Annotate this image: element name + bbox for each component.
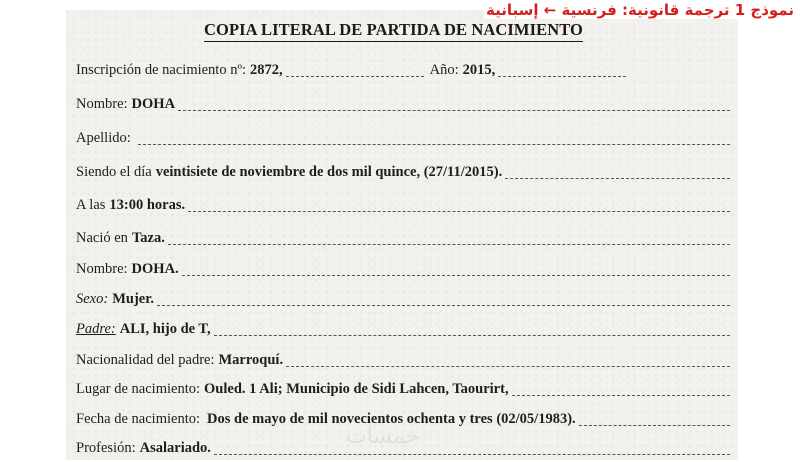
row-label: Padre:: [76, 321, 116, 337]
dotted-leader: [498, 76, 626, 77]
row-sexo: [76, 291, 730, 313]
row-value: Asalariado.: [139, 440, 211, 456]
row-nombre: [76, 96, 730, 118]
dotted-leader: [579, 425, 730, 426]
row-label-year: Año:: [429, 62, 459, 78]
row-nombre-2: [76, 261, 730, 283]
row-hora: [76, 197, 730, 219]
row-label: Fecha de nacimiento:: [76, 411, 201, 427]
row-value: 13:00 horas.: [109, 197, 186, 213]
row-label: Inscripción de nacimiento nº:: [76, 62, 246, 78]
dotted-leader: [188, 211, 730, 212]
document-title: COPIA LITERAL DE PARTIDA DE NACIMIENTO: [204, 20, 583, 42]
row-label: Nombre:: [76, 96, 128, 112]
row-nacionalidad: [76, 352, 730, 374]
row-value: Ouled. 1 Ali; Municipio de Sidi Lahcen, Taourirt,: [204, 381, 509, 397]
dotted-leader: [182, 275, 730, 276]
dotted-leader: [214, 454, 730, 455]
row-label: Nació en: [76, 230, 128, 246]
row-label: Sexo:: [76, 291, 109, 307]
row-value: DOHA: [131, 96, 176, 112]
row-value: veintisiete de noviembre de dos mil quince, (27/11/2015).: [155, 164, 503, 180]
dotted-leader: [286, 366, 730, 367]
dotted-leader: [178, 110, 730, 111]
row-value: Dos de mayo de mil novecientos ochenta y tres (02/05/1983).: [207, 411, 576, 427]
dotted-leader: [214, 335, 730, 336]
row-label: Lugar de nacimiento:: [76, 381, 201, 397]
row-padre: [76, 321, 730, 343]
row-value-year: 2015,: [462, 62, 496, 78]
row-value: ALI, hijo de T,: [119, 321, 211, 337]
dotted-leader: [512, 395, 730, 396]
row-value: Taza.: [131, 230, 165, 246]
row-label: Apellido:: [76, 130, 131, 146]
row-fecha-inscripcion: [76, 164, 730, 186]
dotted-leader: [138, 144, 730, 145]
translation-banner: نموذج 1 ترجمة قانونية: فرنسية ← إسبانية: [486, 1, 794, 19]
dotted-leader: [505, 178, 730, 179]
row-value: Marroquí.: [218, 352, 284, 368]
row-inscripcion: [76, 62, 730, 84]
row-label: Nacionalidad del padre:: [76, 352, 215, 368]
watermark: خمسات: [346, 424, 420, 449]
row-apellido: [76, 130, 730, 152]
row-label: Profesión:: [76, 440, 136, 456]
row-label: Nombre:: [76, 261, 128, 277]
dotted-leader: [157, 305, 730, 306]
dotted-leader: [168, 244, 730, 245]
row-value: DOHA.: [131, 261, 179, 277]
row-value: Mujer.: [112, 291, 154, 307]
dotted-leader: [286, 76, 424, 77]
row-label: Siendo el día: [76, 164, 152, 180]
row-value: 2872,: [250, 62, 283, 78]
row-lugar: [76, 230, 730, 252]
row-label: A las: [76, 197, 106, 213]
row-lugar-nacimiento: [76, 381, 730, 403]
